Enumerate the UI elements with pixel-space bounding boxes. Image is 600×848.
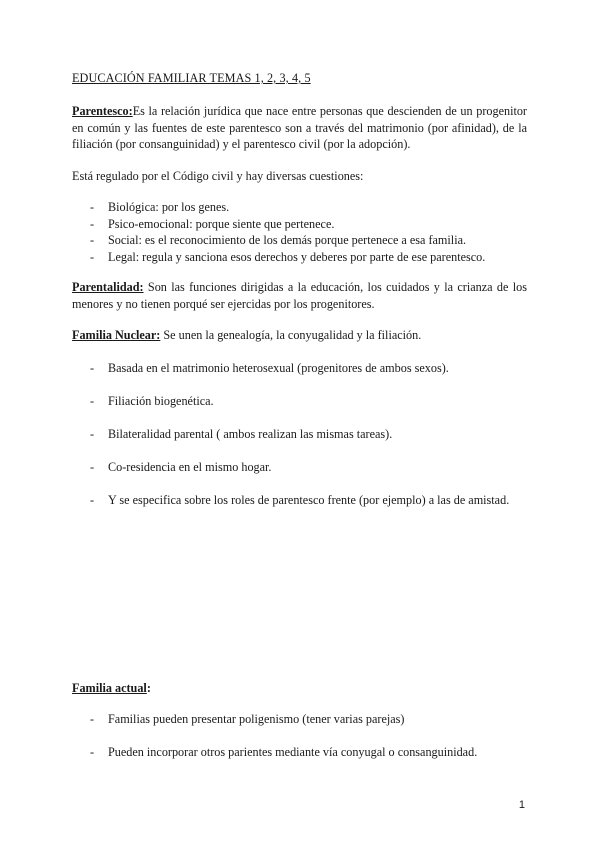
dash-bullet: - [90,233,95,247]
parentesco-paragraph [72,103,527,153]
list-item-text: Legal: regula y sanciona esos derechos y deberes por parte de ese parentesco. [108,249,486,264]
list-item [72,393,527,410]
list-item [72,232,527,249]
familia-nuclear-label: Familia Nuclear: [72,328,161,342]
parentesco-label: Parentesco: [72,104,133,118]
dash-bullet: - [90,361,95,375]
list-item [72,216,527,233]
list-item-text: Biológica: por los genes. [108,200,230,214]
familia-actual-heading [72,680,527,697]
list-item-text: Y se especifica sobre los roles de parentesco frente (por ejemplo) a las de amistad. [108,493,510,507]
regulado-paragraph: Está regulado por el Código civil y hay diversas cuestiones: [72,169,364,183]
list-item [72,492,527,509]
list-item [72,426,527,443]
dash-bullet: - [90,712,95,726]
parentalidad-text: Son las funciones dirigidas a la educación, los cuidados y la crianza de los menores y no tienen porqué ser ejercidas por los progenitores. [72,280,527,311]
list-item-text: Basada en el matrimonio heterosexual (progenitores de ambos sexos). [108,361,449,375]
list-item-text: Pueden incorporar otros parientes mediante vía conyugal o consanguinidad. [108,745,478,759]
list-item [72,199,527,216]
list-item-text: Social: es el reconocimiento de los demás porque pertenece a esa familia. [108,233,467,247]
dash-bullet: - [90,394,95,408]
dash-bullet: - [90,460,95,474]
dash-bullet: - [90,745,95,759]
list-item-text: Familias pueden presentar poligenismo (tener varias parejas) [108,712,405,726]
familia-nuclear-list [72,360,527,525]
dash-bullet: - [90,216,95,231]
familia-actual-label: Familia actual [72,681,147,695]
dash-bullet: - [90,249,95,264]
list-item-text: Bilateralidad parental ( ambos realizan las mismas tareas). [108,427,393,441]
familia-actual-colon: : [146,681,151,695]
list-item-text: Psico-emocional: porque siente que pertenece. [108,216,335,231]
dash-bullet: - [90,427,95,441]
familia-nuclear-text: Se unen la genealogía, la conyugalidad y la filiación. [160,328,422,342]
familia-actual-list [72,711,527,777]
parentalidad-label: Parentalidad: [72,280,144,294]
list-item [72,360,527,377]
familia-nuclear-paragraph [72,327,527,344]
document-title: EDUCACIÓN FAMILIAR TEMAS 1, 2, 3, 4, 5 [72,71,311,85]
list-item-text: Filiación biogenética. [108,394,214,408]
list-item [72,249,527,266]
dash-bullet: - [90,493,95,507]
list-item [72,711,527,728]
parentesco-text: Es la relación jurídica que nace entre personas que descienden de un progenitor en común y las fuentes de este parentesco son a través del matrimonio (por afinidad), de la filiación (por consanguinidad) y el parentesco civil (por la adopción). [72,104,527,151]
dash-bullet: - [90,200,95,214]
list-item [72,744,527,761]
list-item-text: Co-residencia en el mismo hogar. [108,460,272,474]
list-item [72,459,527,476]
parentalidad-paragraph [72,279,527,312]
page-number: 1 [518,799,525,811]
cuestiones-list [72,199,527,265]
